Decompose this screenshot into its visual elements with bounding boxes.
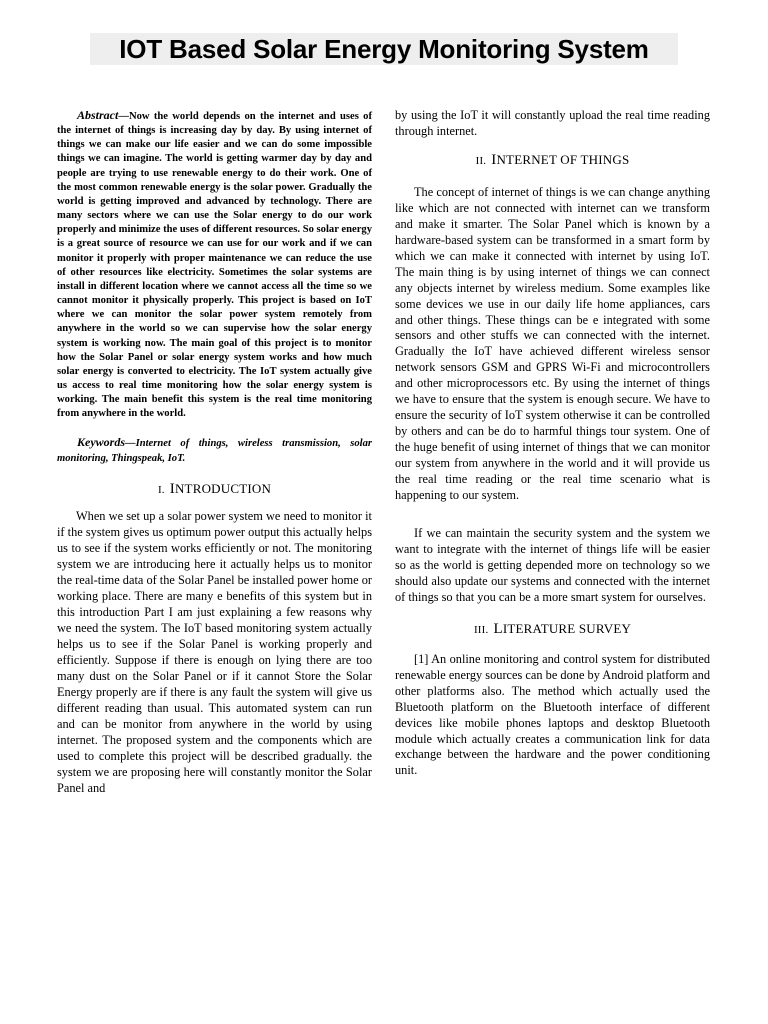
introduction-paragraph: When we set up a solar power system we need to monitor it if the system gives us optimum power output this actually helps us to see if the system works efficiently or not. The monitoring system we are introducing here it actually helps us to monitor the real-time data of the Solar Panel be installed power home or working place. There are many e benefits of this system but in this introduction Part I am just explaining a few reasons why we need the system. The IoT based monitoring system actually helps us to see if the Solar Panel is working properly and efficiently. Suppose if there is enough on lying there are too many dust on the Solar Panel or if it cannot Store the Solar Energy properly are if there is any fault the system will give us different reading than usual. This automated system can run and can be monitor from anywhere in the world by using internet. The proposed system and the components which are used to complete this project will be described gradually. the system we are proposing here will constantly monitor the Solar Panel and bbox=[57, 509, 373, 795]
section-initial: I bbox=[169, 481, 175, 498]
paragraph-gap bbox=[395, 504, 710, 526]
left-column bbox=[57, 108, 372, 797]
section-heading-introduction bbox=[57, 481, 372, 498]
right-column bbox=[395, 108, 710, 779]
section-number: III. bbox=[473, 623, 489, 636]
section-number: II. bbox=[475, 154, 487, 167]
paper-title: IOT Based Solar Energy Monitoring System bbox=[90, 33, 678, 65]
section-title-rest: NTERNET OF THINGS bbox=[496, 151, 630, 167]
abstract-text: —Now the world depends on the internet and uses of the internet of things is increasing day by day. By using internet of things we can make our life easier and we can do some impossible things we can imagine. The world is getting warmer day by day and people are trying to use renewable energy to do their work. One of the most common renewable energy is the solar power. Gradually the world is getting improved and advanced by technology. There are many sectors where we can use the Solar energy to do our work properly and minimize the uses of different resources. So solar energy is a great source of resource we can use for our work and if we can monitor it properly with proper maintenance we can reduce the use of other resources like electricity. Sometimes the solar systems are install in different location where we cannot access all the time so we cannot monitor it physically properly. This project is based on IoT where we can monitor the solar power system remotely from anywhere in the world so we can supervise how the solar energy system is working now. The main goal of this project is to monitor how the Solar Panel or solar energy system works and how much solar energy is converted to electricity. The IoT system actually give us access to real time monitoring how the solar energy system is working. The main benefit this system is the real time monitoring from anywhere in the world. bbox=[57, 111, 372, 420]
abstract-label: Abstract bbox=[77, 108, 119, 122]
keywords-label: Keywords bbox=[77, 435, 125, 450]
section-initial: L bbox=[493, 620, 503, 637]
keywords-text: —Internet of things, wireless transmission, solar monitoring, Thingspeak, IoT. bbox=[57, 438, 372, 465]
section-title-rest: NTRODUCTION bbox=[174, 481, 272, 497]
introduction-paragraph-continued: by using the IoT it will constantly upload the real time reading through internet. bbox=[395, 108, 710, 138]
section-title-rest: ITERATURE SURVEY bbox=[502, 620, 632, 636]
iot-paragraph-1: The concept of internet of things is we can change anything like which are not connected with internet can we transform and make it smarter. The Solar Panel which is known by a hardware-based system can be transformed in a smart form by which we can make it connected with internet by using IoT. The main thing is by using internet of things we can connect any objects internet by wireless medium. Some examples like some devices we use in our daily life home appliances, cars and other things. These things can be e integrated with some sensors and other stuffs we can connected with the internet. Gradually the IoT have achieved different wireless sensor network sensors GSM and GPRS Wi-Fi and microcontrollers and other microprocessors etc. By using the internet of things we have to ensure that the system is enough secure. We have to ensure the security of IoT system otherwise it can be controlled by others and can be do to harmful things tour system. One of the huge benefit of using internet of things that we can monitor our system from anywhere in the world and it will provide us the real time reading or the real time scenario what is happening to our system. bbox=[395, 184, 710, 503]
keywords bbox=[57, 435, 372, 466]
literature-paragraph-1: [1] An online monitoring and control system for distributed renewable energy sources can be done by Android platform and other platforms also. The method which actually used the Bluetooth platform on the Bluetooth interface of different devices like mobile phones laptops and desktop Bluetooth module which actually creates a communication link for data exchange between the hardware and the power conditioning unit. bbox=[395, 651, 710, 778]
iot-paragraph-2: If we can maintain the security system and the system we want to integrate with the internet of things life will be easier so as the world is getting depended more on technology so we should also update our systems and connected with the internet of things so that you can be a more smart system for ourselves. bbox=[395, 525, 710, 604]
abstract bbox=[57, 108, 372, 421]
section-number: I. bbox=[157, 484, 165, 497]
section-heading-internet-of-things bbox=[395, 152, 710, 169]
section-initial: I bbox=[491, 151, 497, 168]
section-heading-literature-survey bbox=[395, 621, 710, 638]
